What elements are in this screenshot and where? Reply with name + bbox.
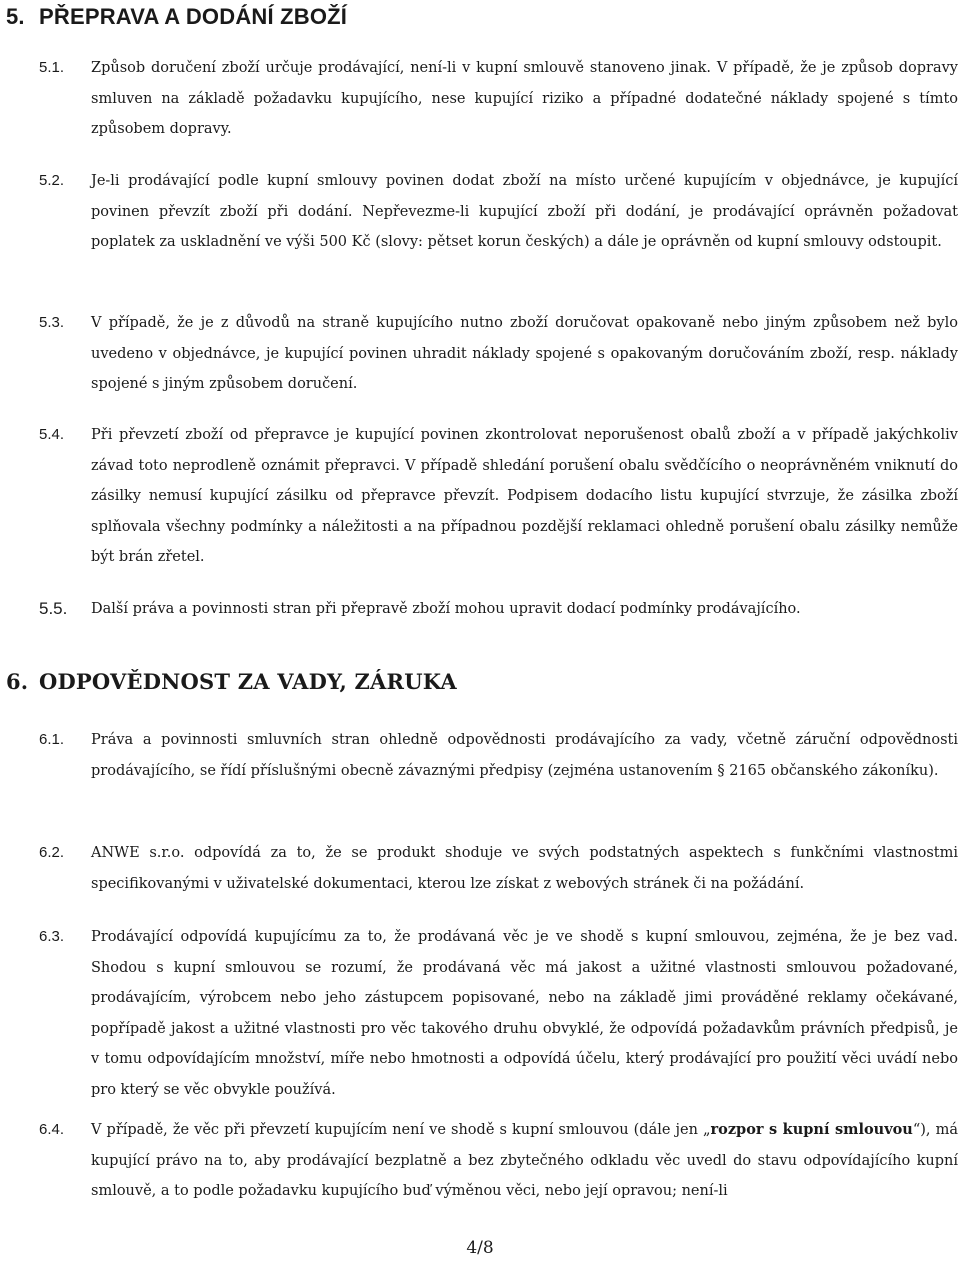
paragraph-text: Práva a povinnosti smluvních stran ohledně odpovědnosti prodávajícího za vady, včetně záruční odpovědnosti prodávajícího, se řídí příslušnými obecně závaznými předpisy (zejména ustanovením § 2165 občanského zákoníku). bbox=[91, 732, 958, 779]
paragraph-6-1 bbox=[39, 725, 958, 786]
paragraph-number: 6.2. bbox=[39, 844, 65, 861]
section-title: PŘEPRAVA A DODÁNÍ ZBOŽÍ bbox=[39, 4, 348, 29]
text-before-term: V případě, že věc při převzetí kupujícím není ve shodě s kupní smlouvou (dále jen „ bbox=[91, 1122, 711, 1138]
section-number: 5. bbox=[6, 4, 25, 29]
paragraph-text: V případě, že je z důvodů na straně kupujícího nutno zboží doručovat opakovaně nebo jiným způsobem než bylo uvedeno v objednávce, je kupující povinen uhradit náklady spojené s opakovaným doručováním zboží, resp. náklady spojené s jiným způsobem doručení. bbox=[91, 315, 958, 393]
text-after-term: “), má kupující právo na to, aby prodávající bezplatně a bez zbytečného odkladu věc uvedl do stavu odpovídajícího kupní smlouvě, a to podle požadavku kupujícího buď výměnou věci, nebo její opravou; není-li bbox=[91, 1122, 958, 1200]
paragraph-5-4 bbox=[39, 420, 958, 573]
paragraph-text: Při převzetí zboží od přepravce je kupující povinen zkontrolovat neporušenost obalů zboží a v případě jakýchkoliv závad toto neprodleně oznámit přepravci. V případě shledání porušení obalu svědčícího o neoprávněném vniknutí do zásilky nemusí kupující zásilku od přepravce převzít. Podpisem dodacího listu kupující stvrzuje, že zásilka zboží splňovala všechny podmínky a náležitosti a na případnou pozdější reklamaci ohledně porušení obalu zásilky nemůže být brán zřetel. bbox=[91, 427, 958, 566]
section-number: 6. bbox=[6, 669, 29, 694]
section-6-heading bbox=[6, 669, 457, 694]
page-number: 4/8 bbox=[466, 1238, 494, 1258]
paragraph-6-3 bbox=[39, 922, 958, 1106]
paragraph-text: Způsob doručení zboží určuje prodávající, není-li v kupní smlouvě stanoveno jinak. V případě, že je způsob dopravy smluven na základě požadavku kupujícího, nese kupující riziko a případné dodatečné náklady spojené s tímto způsobem dopravy. bbox=[91, 60, 958, 138]
paragraph-number: 5.1. bbox=[39, 59, 65, 76]
paragraph-text: Prodávající odpovídá kupujícímu za to, že prodávaná věc je ve shodě s kupní smlouvou, zejména, že je bez vad. Shodou s kupní smlouvou se rozumí, že prodávaná věc má jakost a užitné vlastnosti smlouvou požadované, prodávajícím, výrobcem nebo jeho zástupcem popisované, nebo na základě jimi prováděné reklamy očekávané, popřípadě jakost a užitné vlastnosti pro věc takového druhu obvyklé, že odpovídá požadavkům právních předpisů, je v tomu odpovídajícím množství, míře nebo hmotnosti a odpovídá účelu, který prodávající pro použití věci uvádí nebo pro který se věc obvykle používá. bbox=[91, 929, 958, 1098]
paragraph-number: 5.2. bbox=[39, 172, 65, 189]
paragraph-number: 5.4. bbox=[39, 426, 65, 443]
paragraph-number: 6.1. bbox=[39, 731, 65, 748]
defined-term: rozpor s kupní smlouvou bbox=[710, 1121, 913, 1138]
paragraph-text: ANWE s.r.o. odpovídá za to, že se produkt shoduje ve svých podstatných aspektech s funkčními vlastnostmi specifikovanými v uživatelské dokumentaci, kterou lze získat z webových stránek či na požádání. bbox=[91, 845, 958, 892]
paragraph-5-1 bbox=[39, 53, 958, 145]
paragraph-number: 6.3. bbox=[39, 928, 65, 945]
section-5-heading bbox=[6, 4, 347, 30]
paragraph-text: Je-li prodávající podle kupní smlouvy povinen dodat zboží na místo určené kupujícím v objednávce, je kupující povinen převzít zboží při dodání. Nepřevezme-li kupující zboží při dodání, je prodávající oprávněn požadovat poplatek za uskladnění ve výši 500 Kč (slovy: pětset korun českých) a dále je oprávněn od kupní smlouvy odstoupit. bbox=[91, 173, 958, 251]
paragraph-5-3 bbox=[39, 308, 958, 400]
paragraph-6-2 bbox=[39, 838, 958, 899]
paragraph-number: 6.4. bbox=[39, 1121, 65, 1138]
paragraph-5-2 bbox=[39, 166, 958, 258]
paragraph-text: Další práva a povinnosti stran při přepravě zboží mohou upravit dodací podmínky prodávajícího. bbox=[91, 601, 801, 617]
paragraph-5-5 bbox=[39, 594, 958, 625]
paragraph-number: 5.3. bbox=[39, 314, 65, 331]
paragraph-text bbox=[91, 1115, 958, 1207]
section-title: ODPOVĚDNOST ZA VADY, ZÁRUKA bbox=[39, 669, 457, 694]
paragraph-number: 5.5. bbox=[39, 599, 68, 618]
paragraph-6-4 bbox=[39, 1115, 958, 1207]
